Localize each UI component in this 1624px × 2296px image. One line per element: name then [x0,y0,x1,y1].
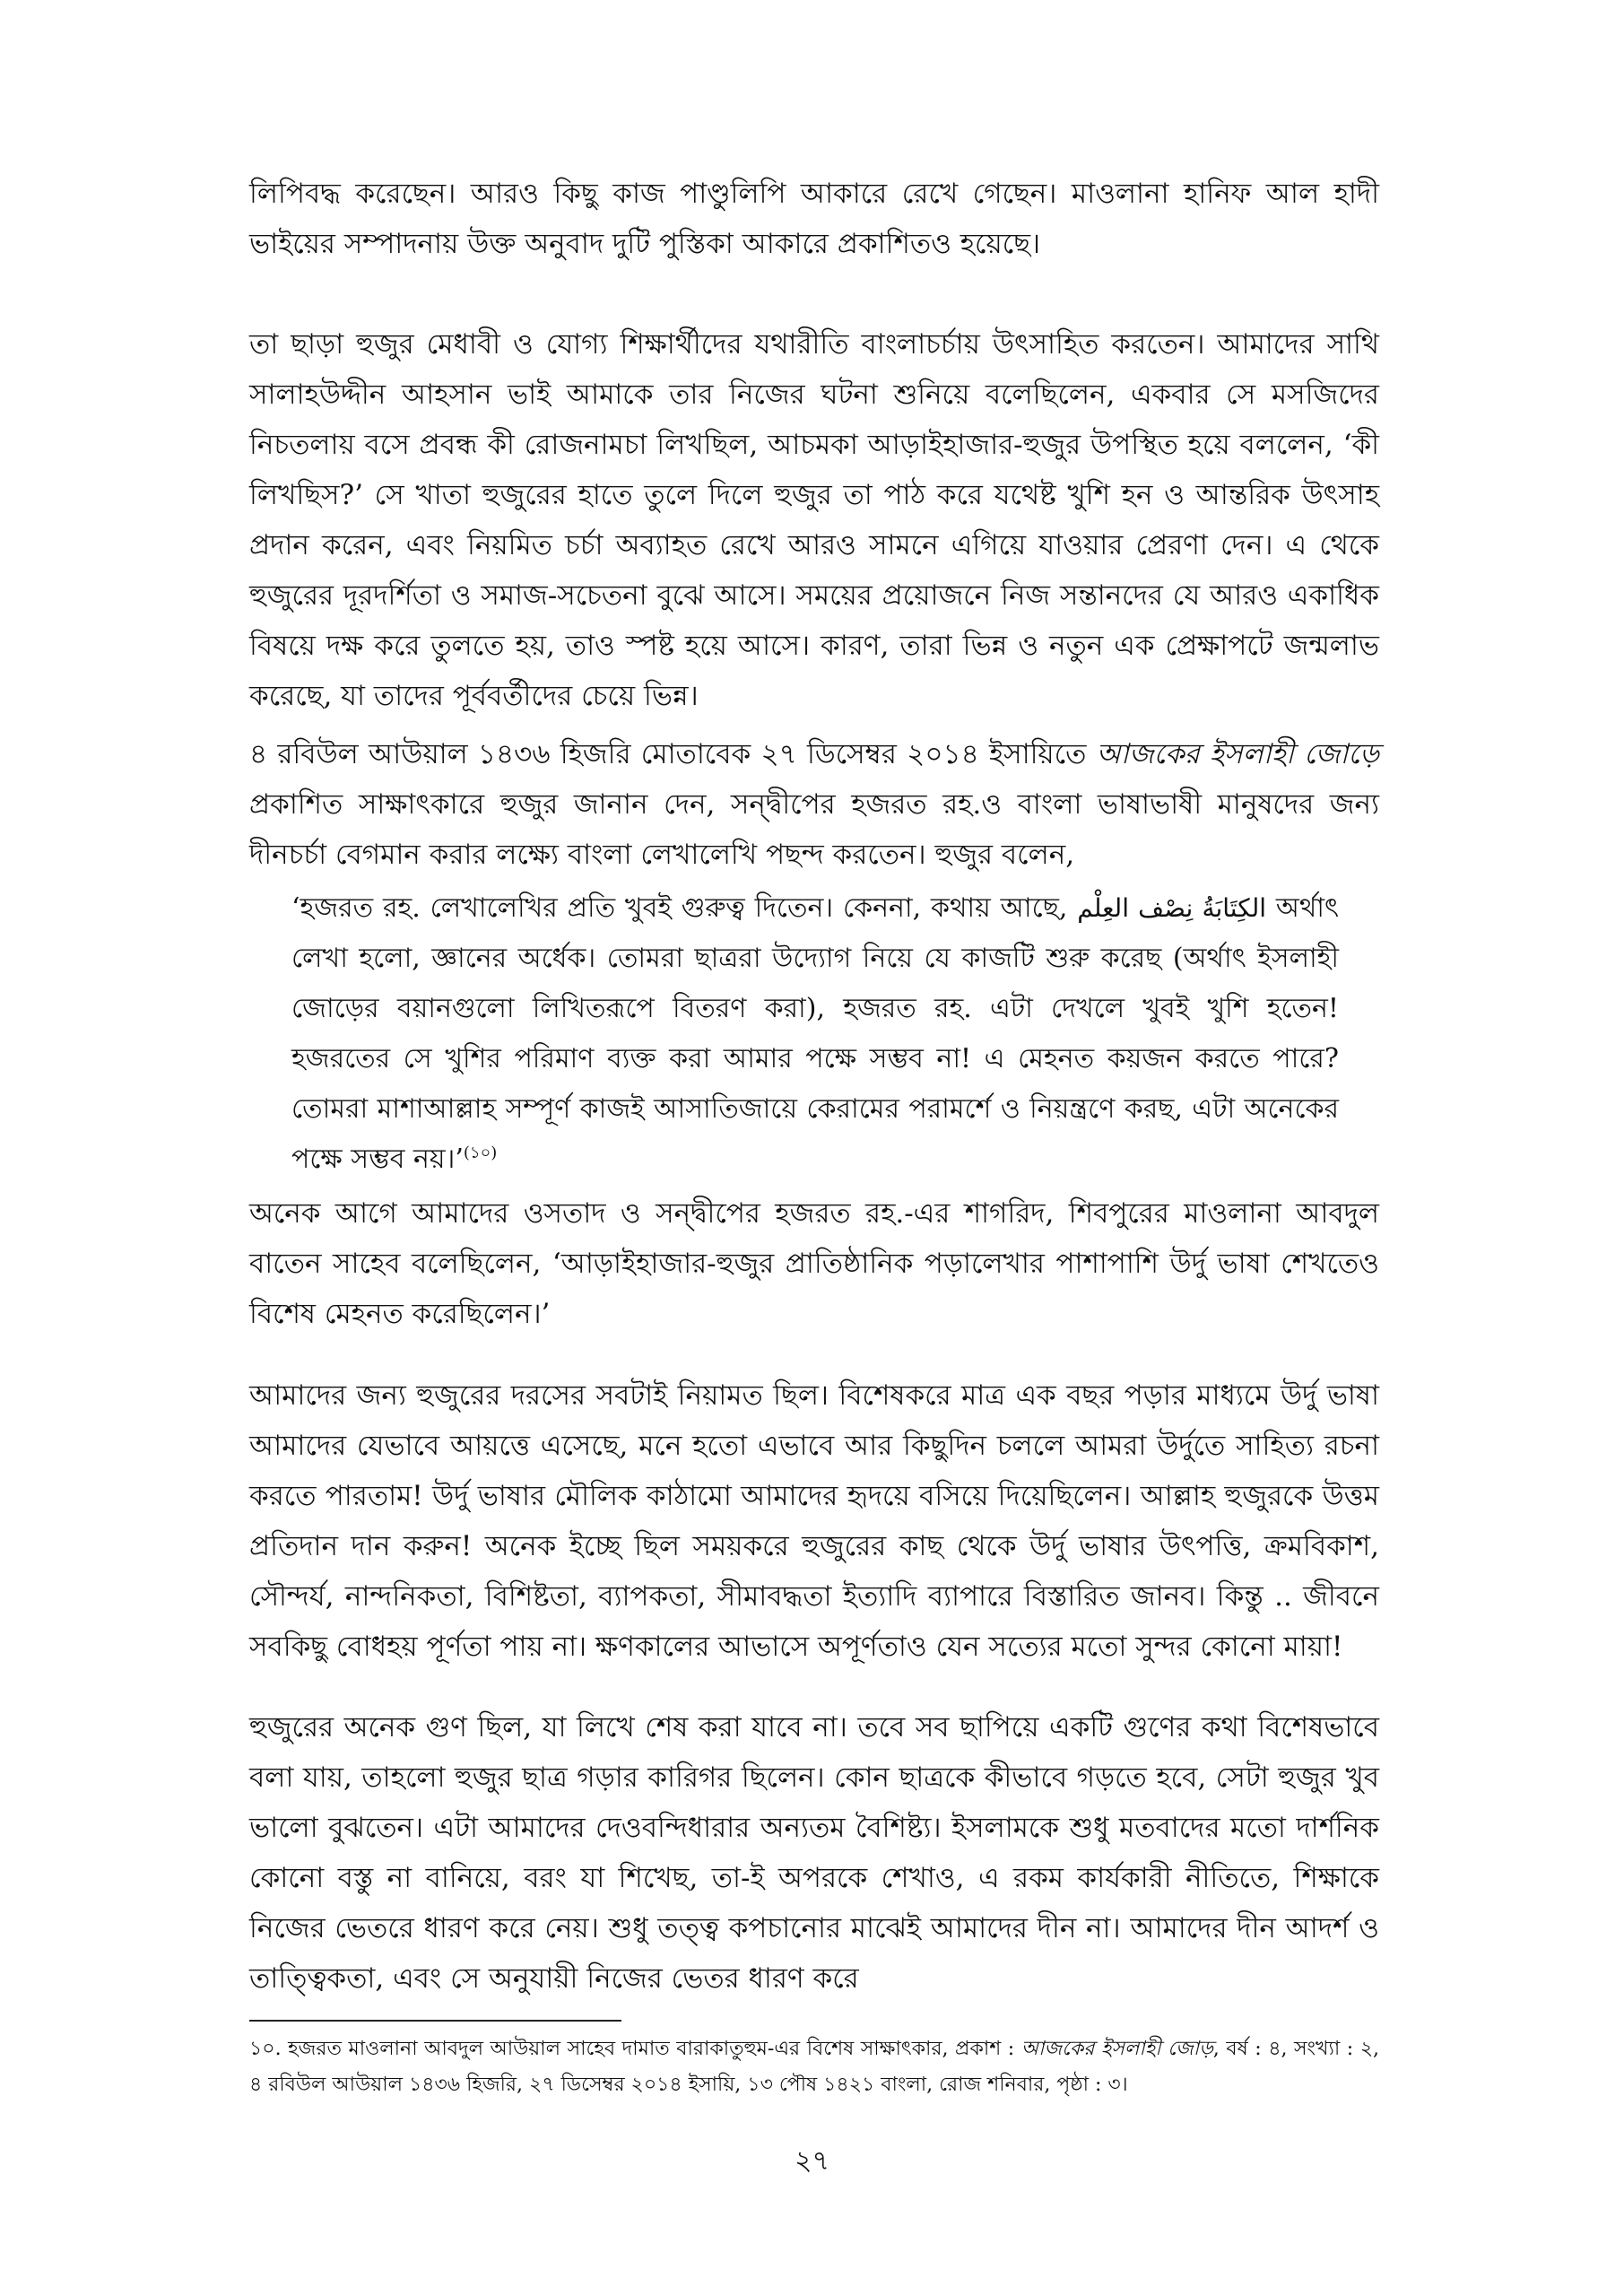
footnote-reference: (১০) [463,1144,498,1162]
quote-text-b: অর্থাৎ লেখা হলো, জ্ঞানের অর্ধেক। তোমরা ছাত্ররা উদ্যোগ নিয়ে যে কাজটি শুরু করেছ (অর্থাৎ ইসলাহী জোড়ের বয়ানগুলো লিখিতরূপে বিতরণ করা), হজরত রহ. এটা দেখলে খুবই খুশি হতেন! হজরতের সে খুশির পরিমাণ ব্যক্ত করা আমার পক্ষে সম্ভব না! এ মেহনত কয়জন করতে পারে? তোমরা মাশাআল্লাহ সম্পূর্ণ কাজই আসাতিজায়ে কেরামের পরামর্শে ও নিয়ন্ত্রণে করছ, এটা অনেকের পক্ষে সম্ভব নয়।’ [291,892,1340,1175]
footnote-text-b: , বর্ষ : ৪, সংখ্যা : ২, ৪ রবিউল আউয়াল ১৪৩৬ হিজরি, ২৭ ডিসেম্বর ২০১৪ ইসায়ি, ১৩ পৌষ ১৪২১ বাংলা, রোজ শনিবার, পৃষ্ঠা : ৩। [249,2038,1379,2096]
paragraph-2-text: তা ছাড়া হুজুর মেধাবী ও যোগ্য শিক্ষার্থীদের যথারীতি বাংলাচর্চায় উৎসাহিত করতেন। আমাদের সাথি সালাহউদ্দীন আহসান ভাই আমাকে তার নিজের ঘটনা শুনিয়ে বলেছিলেন, একবার সে মসজিদের নিচতলায় বসে প্রবন্ধ কী রোজনামচা লিখছিল, আচমকা আড়াইহাজার-হুজুর উপস্থিত হয়ে বললেন, ‘কী লিখছিস?’ সে খাতা হুজুরের হাতে তুলে দিলে হুজুর তা পাঠ করে যথেষ্ট খুশি হন ও আন্তরিক উৎসাহ প্রদান করেন, এবং নিয়মিত চর্চা অব্যাহত রেখে আরও সামনে এগিয়ে যাওয়ার প্রেরণা দেন। এ থেকে হুজুরের দূরদর্শিতা ও সমাজ-সচেতনা বুঝে আসে। সময়ের প্রয়োজনে নিজ সন্তানদের যে আরও একাধিক বিষয়ে দক্ষ করে তুলতে হয়, তাও স্পষ্ট হয়ে আসে। কারণ, তারা ভিন্ন ও নতুন এক প্রেক্ষাপটে জন্মলাভ করেছে, যা তাদের পূর্ববর্তীদের চেয়ে ভিন্ন। [249,328,1379,712]
footnote-text-a: ১০. হজরত মাওলানা আবদুল আউয়াল সাহেব দামাত বারাকাতুহুম-এর বিশেষ সাক্ষাৎকার, প্রকাশ : [249,2038,1021,2060]
paragraph-6-text: হুজুরের অনেক গুণ ছিল, যা লিখে শেষ করা যাবে না। তবে সব ছাপিয়ে একটি গুণের কথা বিশেষভাবে বলা যায়, তাহলো হুজুর ছাত্র গড়ার কারিগর ছিলেন। কোন ছাত্রকে কীভাবে গড়তে হবে, সেটা হুজুর খুব ভালো বুঝতেন। এটা আমাদের দেওবন্দিধারার অন্যতম বৈশিষ্ট্য। ইসলামকে শুধু মতবাদের মতো দার্শনিক কোনো বস্তু না বানিয়ে, বরং যা শিখেছ, তা-ই অপরকে শেখাও, এ রকম কার্যকারী নীতিতে, শিক্ষাকে নিজের ভেতরে ধারণ করে নেয়। শুধু তত্ত্ব কপচানোর মাঝেই আমাদের দীন না। আমাদের দীন আদর্শ ও তাত্ত্বিকতা, এবং সে অনুযায়ী নিজের ভেতর ধারণ করে [249,1711,1379,1995]
page-number: ২৭ [794,2145,829,2177]
paragraph-4-text: অনেক আগে আমাদের ওসতাদ ও সন্দ্বীপের হজরত রহ.-এর শাগরিদ, শিবপুরের মাওলানা আবদুল বাতেন সাহেব বলেছিলেন, ‘আড়াইহাজার-হুজুর প্রাতিষ্ঠানিক পড়ালেখার পাশাপাশি উর্দু ভাষা শেখতেও বিশেষ মেহনত করেছিলেন।’ [249,1197,1379,1330]
publication-title: আজকের ইসলাহী জোড়ে [1096,738,1379,770]
paragraph-3-text-b: প্রকাশিত সাক্ষাৎকারে হুজুর জানান দেন, সন্দ্বীপের হজরত রহ.ও বাংলা ভাষাভাষী মানুষদের জন্য দীনচর্চা বেগমান করার লক্ষ্যে বাংলা লেখালেখি পছন্দ করতেন। হুজুর বলেন, [249,788,1379,871]
paragraph-5-text: আমাদের জন্য হুজুরের দরসের সবটাই নিয়ামত ছিল। বিশেষকরে মাত্র এক বছর পড়ার মাধ্যমে উর্দু ভাষা আমাদের যেভাবে আয়ত্তে এসেছে, মনে হতো এভাবে আর কিছুদিন চললে আমরা উর্দুতে সাহিত্য রচনা করতে পারতাম! উর্দু ভাষার মৌলিক কাঠামো আমাদের হৃদয়ে বসিয়ে দিয়েছিলেন। আল্লাহ হুজুরকে উত্তম প্রতিদান দান করুন! অনেক ইচ্ছে ছিল সময়করে হুজুরের কাছ থেকে উর্দু ভাষার উৎপত্তি, ক্রমবিকাশ, সৌন্দর্য, নান্দনিকতা, বিশিষ্টতা, ব্যাপকতা, সীমাবদ্ধতা ইত্যাদি ব্যাপারে বিস্তারিত জানব। কিন্তু .. জীবনে সবকিছু বোধহয় পূর্ণতা পায় না। ক্ষণকালের আভাসে অপূর্ণতাও যেন সত্যের মতো সুন্দর কোনো মায়া! [249,1379,1379,1663]
block-quote [291,883,1339,1185]
paragraph-2 [249,319,1379,721]
paragraph-1 [249,169,1379,269]
paragraph-4 [249,1188,1379,1339]
footnote [249,2031,1379,2103]
paragraph-3 [249,729,1379,880]
paragraph-1-text: লিপিবদ্ধ করেছেন। আরও কিছু কাজ পাণ্ডুলিপি আকারে রেখে গেছেন। মাওলানা হানিফ আল হাদী ভাইয়ের সম্পাদনায় উক্ত অনুবাদ দুটি পুস্তিকা আকারে প্রকাশিতও হয়েছে। [249,178,1379,260]
arabic-phrase: الكِتَابَةُ نِصْف العِلْم [1077,893,1267,923]
footnote-publication-title: আজকের ইসলাহী জোড় [1020,2038,1213,2060]
paragraph-6 [249,1702,1379,2004]
footnote-divider [249,2020,621,2022]
paragraph-3-text-a: ৪ রবিউল আউয়াল ১৪৩৬ হিজরি মোতাবেক ২৭ ডিসেম্বর ২০১৪ ইসায়িতে [249,738,1097,770]
paragraph-5 [249,1370,1379,1672]
quote-text-a: ‘হজরত রহ. লেখালেখির প্রতি খুবই গুরুত্ব দিতেন। কেননা, কথায় আছে, [291,892,1078,924]
